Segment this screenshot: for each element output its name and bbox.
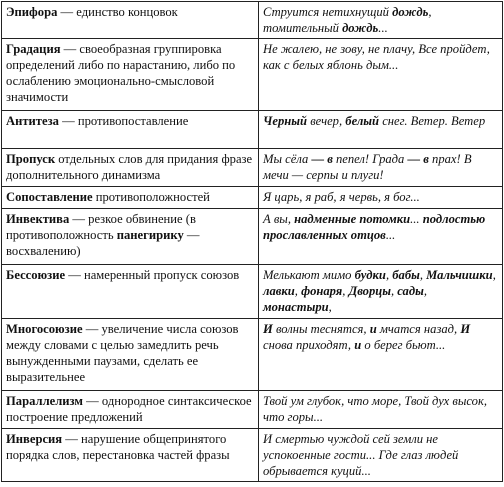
text-segment: — единство концовок bbox=[57, 5, 178, 19]
bold-text-segment: Бессоюзие bbox=[6, 268, 66, 282]
text-segment: , bbox=[342, 284, 349, 298]
text-segment: А вы, bbox=[263, 212, 295, 226]
text-segment: пепел! Града bbox=[332, 152, 408, 166]
bold-text-segment: будки bbox=[354, 268, 386, 282]
text-segment: — увеличение числа союзов между словами с целью замедлить речь вынужденными паузами, сделать ее выразительнее bbox=[6, 322, 239, 384]
text-segment: Мелькают мимо bbox=[263, 268, 355, 282]
example-cell bbox=[259, 39, 503, 111]
bold-text-segment: И bbox=[263, 322, 273, 336]
text-segment: Твой ум глубок, что море, Твой дух высок, что горы... bbox=[263, 394, 487, 424]
bold-text-segment: белый bbox=[345, 114, 380, 128]
text-segment: ... bbox=[385, 228, 396, 242]
bold-text-segment: и bbox=[369, 322, 377, 336]
bold-text-segment: Градация bbox=[6, 42, 61, 56]
example-cell bbox=[259, 391, 503, 429]
text-segment: , bbox=[492, 268, 496, 282]
text-segment: , bbox=[328, 300, 332, 314]
term-definition-cell bbox=[2, 209, 259, 265]
bold-text-segment: сады bbox=[397, 284, 424, 298]
bold-text-segment: — в bbox=[407, 152, 429, 166]
term-definition-cell bbox=[2, 149, 259, 187]
table-row bbox=[2, 391, 503, 429]
text-segment: снова приходят, bbox=[263, 338, 355, 352]
table-row bbox=[2, 265, 503, 319]
text-segment: волны теснятся, bbox=[272, 322, 370, 336]
bold-text-segment: и bbox=[354, 338, 362, 352]
term-definition-cell bbox=[2, 111, 259, 149]
bold-text-segment: Многосоюзие bbox=[6, 322, 83, 336]
text-segment: — однородное синтаксическое построение предложений bbox=[6, 394, 252, 424]
text-segment: И смертью чуждой сей земли не успокоенные гости... Где глаз людей обрывается куций... bbox=[263, 432, 459, 478]
stylistic-devices-table bbox=[1, 1, 503, 482]
bold-text-segment: монастыри bbox=[263, 300, 329, 314]
bold-text-segment: Мальчишки bbox=[426, 268, 493, 282]
bold-text-segment: фонаря bbox=[301, 284, 343, 298]
text-segment: , bbox=[423, 284, 427, 298]
text-segment: Не жалею, не зову, не плачу, Все пройдет, как с белых яблонь дым... bbox=[263, 42, 490, 72]
text-segment: — противопоставление bbox=[58, 114, 189, 128]
bold-text-segment: подлостью прославленных отцов bbox=[263, 212, 486, 242]
table-row bbox=[2, 187, 503, 209]
text-segment: — намеренный пропуск союзов bbox=[65, 268, 240, 282]
term-definition-cell bbox=[2, 187, 259, 209]
example-cell bbox=[259, 187, 503, 209]
text-segment: мчатся назад, bbox=[376, 322, 461, 336]
text-segment: , томительный bbox=[263, 5, 432, 35]
text-segment: о берег бьют... bbox=[361, 338, 446, 352]
text-segment: противоположностей bbox=[92, 190, 210, 204]
text-segment: — своеобразная группировка определений либо по нарастанию, либо по ослаблению эмоционально-смысловой значимости bbox=[6, 42, 236, 104]
term-definition-cell bbox=[2, 39, 259, 111]
text-segment: Струится нетихнущий bbox=[263, 5, 393, 19]
text-segment: отдельных слов для придания фразе дополнительного динамизма bbox=[6, 152, 253, 182]
table-row bbox=[2, 111, 503, 149]
bold-text-segment: надменные потомки bbox=[294, 212, 411, 226]
term-definition-cell bbox=[2, 2, 259, 39]
bold-text-segment: Черный bbox=[263, 114, 308, 128]
bold-text-segment: Антитеза bbox=[6, 114, 59, 128]
bold-text-segment: панегирику bbox=[116, 228, 184, 242]
example-cell bbox=[259, 2, 503, 39]
text-segment: вечер, bbox=[307, 114, 346, 128]
example-cell bbox=[259, 265, 503, 319]
table-row bbox=[2, 2, 503, 39]
bold-text-segment: Инверсия bbox=[6, 432, 63, 446]
example-cell bbox=[259, 209, 503, 265]
bold-text-segment: Пропуск bbox=[6, 152, 56, 166]
text-segment: снег. Ветер. Ветер bbox=[379, 114, 486, 128]
text-segment: — резкое обвинение (в противоположность bbox=[6, 212, 196, 242]
bold-text-segment: Инвектива bbox=[6, 212, 70, 226]
example-cell bbox=[259, 111, 503, 149]
term-definition-cell bbox=[2, 265, 259, 319]
bold-text-segment: Дворцы bbox=[348, 284, 391, 298]
table-row bbox=[2, 209, 503, 265]
table-body bbox=[2, 2, 503, 482]
text-segment: ... bbox=[378, 21, 388, 35]
table-row bbox=[2, 39, 503, 111]
text-segment: , bbox=[385, 268, 393, 282]
bold-text-segment: бабы bbox=[392, 268, 420, 282]
term-definition-cell bbox=[2, 429, 259, 482]
text-segment: ... bbox=[410, 212, 423, 226]
bold-text-segment: И bbox=[460, 322, 471, 336]
term-definition-cell bbox=[2, 319, 259, 391]
text-segment: — восхвалению) bbox=[6, 228, 200, 258]
bold-text-segment: — в bbox=[311, 152, 333, 166]
term-definition-cell bbox=[2, 391, 259, 429]
bold-text-segment: дождь bbox=[342, 21, 379, 35]
example-cell bbox=[259, 429, 503, 482]
table-row bbox=[2, 149, 503, 187]
text-segment: прах! В мечи — серпы и плуги! bbox=[263, 152, 472, 182]
text-segment: Я царь, я раб, я червь, я бог... bbox=[263, 190, 420, 204]
text-segment: — нарушение общепринятого порядка слов, перестановка частей фразы bbox=[6, 432, 230, 462]
bold-text-segment: лавки bbox=[263, 284, 295, 298]
text-segment: , bbox=[419, 268, 427, 282]
bold-text-segment: Сопоставление bbox=[6, 190, 93, 204]
example-cell bbox=[259, 319, 503, 391]
text-segment: , bbox=[391, 284, 398, 298]
table-row bbox=[2, 319, 503, 391]
text-segment: Мы сёла bbox=[263, 152, 312, 166]
bold-text-segment: дождь bbox=[392, 5, 429, 19]
example-cell bbox=[259, 149, 503, 187]
bold-text-segment: Эпифора bbox=[6, 5, 58, 19]
table-row bbox=[2, 429, 503, 482]
text-segment: , bbox=[294, 284, 302, 298]
bold-text-segment: Параллелизм bbox=[6, 394, 84, 408]
